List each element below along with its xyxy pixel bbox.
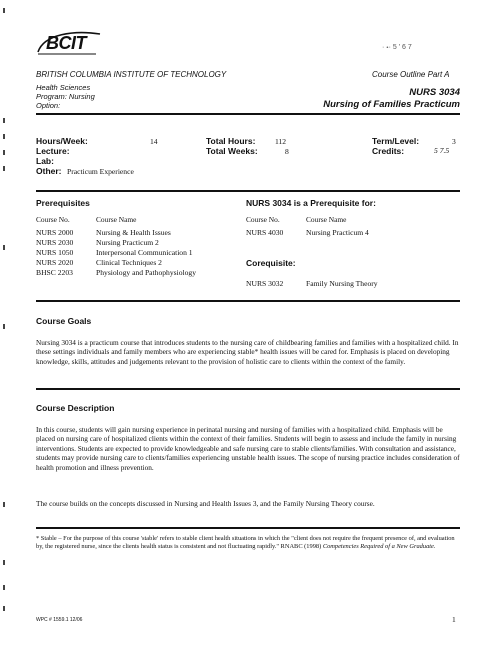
margin-mark	[3, 502, 5, 507]
form-code: WPC # 1559.1 12/06	[36, 617, 83, 623]
prereq-row-no: BHSC 2203	[36, 268, 73, 277]
margin-mark	[3, 118, 5, 123]
prereq-row-no: NURS 2000	[36, 228, 74, 237]
other-label: Other:	[36, 166, 62, 176]
corequisite-row-name: Family Nursing Theory	[306, 279, 378, 288]
prereq-col-course-name: Course Name	[96, 215, 137, 224]
corequisite-title: Corequisite:	[246, 258, 296, 268]
credits-label: Credits:	[372, 146, 405, 156]
total-hours-label: Total Hours:	[206, 136, 256, 146]
course-description-text: In this course, students will gain nursing experience in perinatal nursing and nursing of families with a hospitalized child. Emphasis will be placed on nursing care of hospitalized clients within the context of their families. Students will begin to assess and include the family in nursing interventions. Students are expected to provide knowledgeable and safe nursing care to stable clients/families. With consultation and assistance, students may provide nursing care to clients/families experiencing unstable health issues. The scope of nursing practice includes consideration of health promotion and illness prevention.	[36, 425, 460, 472]
margin-mark	[3, 150, 5, 155]
course-code: NURS 3034	[409, 87, 460, 98]
lecture-label: Lecture:	[36, 146, 70, 156]
prereq-row-no: NURS 2030	[36, 238, 74, 247]
course-description-title: Course Description	[36, 403, 115, 413]
margin-mark	[3, 585, 5, 590]
page-number: 1	[452, 615, 456, 624]
prereq-row-name: Clinical Techniques 2	[96, 258, 162, 267]
prereq-row-name: Nursing & Health Issues	[96, 228, 171, 237]
prereq-for-row-name: Nursing Practicum 4	[306, 228, 369, 237]
logo-text: BCIT	[46, 33, 86, 53]
divider	[36, 388, 460, 390]
margin-mark	[3, 245, 5, 250]
prereq-col-course-no: Course No.	[36, 215, 70, 224]
prereq-row-name: Physiology and Pathophysiology	[96, 268, 196, 277]
prereq-for-col-course-no: Course No.	[246, 215, 280, 224]
other-value: Practicum Experience	[67, 167, 134, 176]
option: Option:	[36, 101, 61, 110]
footnote-citation: Competencies Required of a New Graduate.	[322, 543, 436, 551]
handwritten-stamp: · 🞄· 5 ' 6 7	[382, 44, 412, 51]
margin-mark	[3, 606, 5, 611]
prereq-for-col-course-name: Course Name	[306, 215, 347, 224]
margin-mark	[3, 324, 5, 329]
total-weeks-value: 8	[285, 147, 289, 156]
course-goals-title: Course Goals	[36, 316, 92, 326]
prereq-row-no: NURS 2020	[36, 258, 74, 267]
hours-week-label: Hours/Week:	[36, 136, 88, 146]
divider	[36, 190, 460, 192]
prereq-row-name: Nursing Practicum 2	[96, 238, 159, 247]
prereq-row-name: Interpersonal Communication 1	[96, 248, 193, 257]
total-weeks-label: Total Weeks:	[206, 146, 258, 156]
term-level-value: 3	[452, 137, 456, 146]
margin-mark	[3, 8, 5, 13]
total-hours-value: 112	[275, 137, 287, 146]
margin-mark	[3, 560, 5, 565]
term-level-label: Term/Level:	[372, 136, 420, 146]
footnote-text: * Stable – For the purpose of this course 'stable' refers to stable client health situations in which the "client does not require the frequent presence of, and evaluation by, the registered nurse, since the clients health status is consistent and not fluctuating rapidly." RNABC (1998)	[36, 535, 455, 551]
credits-value: 5 7.5	[434, 146, 450, 155]
prereq-for-title: NURS 3034 is a Prerequisite for:	[246, 198, 376, 208]
course-title: Nursing of Families Practicum	[323, 99, 460, 110]
margin-mark	[3, 166, 5, 171]
footnote	[36, 535, 460, 552]
margin-mark	[3, 134, 5, 139]
divider	[36, 300, 460, 302]
department: Health Sciences	[36, 83, 91, 92]
corequisite-row-no: NURS 3032	[246, 279, 284, 288]
course-description-text-2: The course builds on the concepts discussed in Nursing and Health Issues 3, and the Family Nursing Theory course.	[36, 499, 375, 508]
divider	[36, 527, 460, 529]
institute-name: BRITISH COLUMBIA INSTITUTE OF TECHNOLOGY	[36, 70, 227, 79]
hours-week-value: 14	[150, 137, 158, 146]
lab-label: Lab:	[36, 156, 54, 166]
prereq-for-row-no: NURS 4030	[246, 228, 284, 237]
course-goals-text: Nursing 3034 is a practicum course that introduces students to the nursing care of childbearing families and families with a hospitalized child. In these settings individuals and family members who are experiencing stable* health issues will be cared for. Emphasis is placed on developing knowledge, skills, attitudes and judgements relevant to the provision of holistic care to clients within the context of the family.	[36, 338, 459, 366]
prerequisites-title: Prerequisites	[36, 198, 90, 208]
program: Program: Nursing	[36, 92, 95, 101]
prereq-row-no: NURS 1050	[36, 248, 74, 257]
outline-part: Course Outline Part A	[372, 70, 450, 79]
divider	[36, 113, 460, 115]
